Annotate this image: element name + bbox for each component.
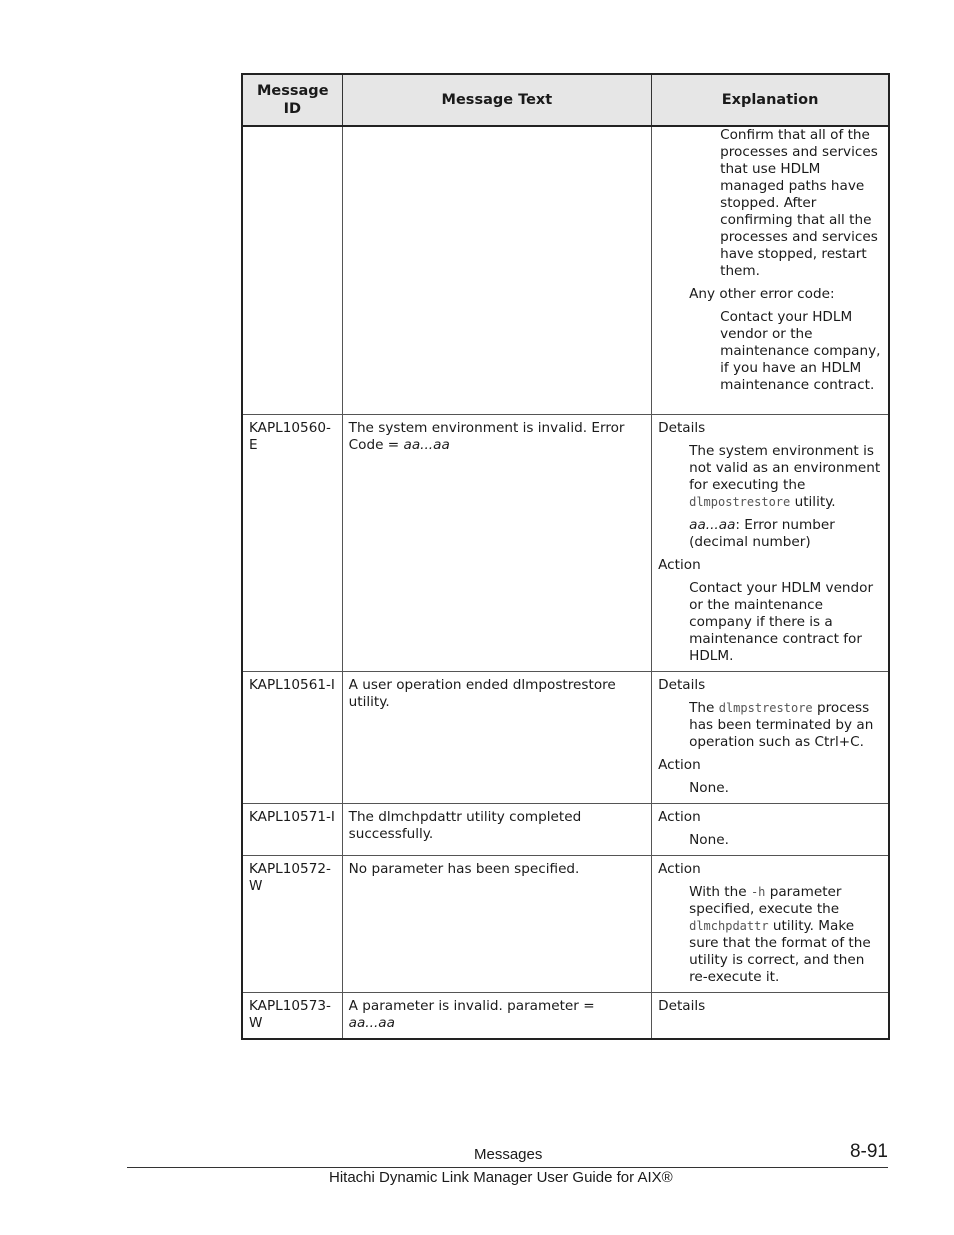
message-id-cell [242,804,342,856]
header-message-text: Message Text [342,74,651,126]
explanation-cell [652,672,889,804]
action-heading: Action [658,757,701,773]
action-heading: Action [658,861,701,877]
message-id: KAPL10572-W [249,861,331,894]
page-number: 8-91 [849,1141,888,1162]
table-header-row [242,74,889,126]
message-id-cell [242,856,342,993]
details-heading: Details [658,998,706,1014]
table-row [242,415,889,672]
explanation-paragraph: Confirm that all of the processes and services that use HDLM managed paths have stopped. After confirming that all the processes and services have stopped, restart them. [720,127,878,279]
explanation-text: : Error number (decimal number) [689,517,835,550]
message-id: KAPL10571-I [249,809,335,825]
message-id-cell [242,993,342,1040]
explanation-paragraph [689,443,882,511]
message-text-cell: A user operation ended dlmpostrestore utility. [342,672,651,804]
footer-section-title: Messages [474,1146,543,1163]
explanation-paragraph: Any other error code: [689,286,835,302]
code-text: dlmpstrestore [718,701,813,715]
message-id: KAPL10561-I [249,677,335,693]
footer-divider [127,1167,888,1168]
table-row [242,804,889,856]
action-heading: Action [658,809,701,825]
table-row [242,126,889,415]
message-variable: aa...aa [348,1015,395,1031]
explanation-cell [652,126,889,415]
message-text-cell [342,993,651,1040]
explanation-text: process has been terminated by an operation such as Ctrl+C. [689,700,874,750]
table-row [242,856,889,993]
message-variable: aa...aa [689,517,736,533]
code-text: dlmchpdattr [689,919,769,933]
message-id: KAPL10573-W [249,998,331,1031]
message-text: The system environment is invalid. Error Code = [348,420,625,453]
explanation-paragraph: None. [689,832,729,848]
header-explanation: Explanation [652,74,889,126]
explanation-paragraph [689,517,882,551]
details-heading: Details [658,677,706,693]
header-message-id: Message ID [242,74,342,126]
code-text: -h [750,885,766,899]
explanation-paragraph: Contact your HDLM vendor or the maintenance company if there is a maintenance contract for HDLM. [689,580,874,664]
explanation-paragraph [689,700,882,751]
table-row [242,672,889,804]
action-heading: Action [658,557,701,573]
message-id: KAPL10560-E [249,420,331,453]
message-text-cell: The dlmchpdattr utility completed successfully. [342,804,651,856]
message-id-cell [242,126,342,415]
explanation-text: utility. Make sure that the format of the utility is correct, and then re-execute it. [689,918,871,985]
explanation-text: The [689,700,719,716]
explanation-paragraph [689,884,882,986]
message-text-cell: No parameter has been specified. [342,856,651,993]
explanation-text: The system environment is not valid as an environment for executing the [689,443,881,493]
explanation-paragraph: Contact your HDLM vendor or the maintenance company, if you have an HDLM maintenance contract. [720,309,881,393]
explanation-cell [652,856,889,993]
message-text: A parameter is invalid. parameter = [348,998,595,1014]
message-id-cell [242,415,342,672]
explanation-cell [652,415,889,672]
messages-table [241,73,890,1040]
explanation-text: utility. [790,494,836,510]
explanation-cell [652,993,889,1040]
explanation-text: With the [689,884,751,900]
message-id-cell [242,672,342,804]
explanation-text: parameter specified, execute the [689,884,842,917]
footer-book-title: Hitachi Dynamic Link Manager User Guide for AIX® [329,1169,673,1186]
message-variable: aa...aa [403,437,450,453]
code-text: dlmpostrestore [689,495,791,509]
explanation-cell [652,804,889,856]
details-heading: Details [658,420,706,436]
table-row [242,993,889,1040]
message-text-cell [342,415,651,672]
message-text-cell [342,126,651,415]
explanation-paragraph: None. [689,780,729,796]
